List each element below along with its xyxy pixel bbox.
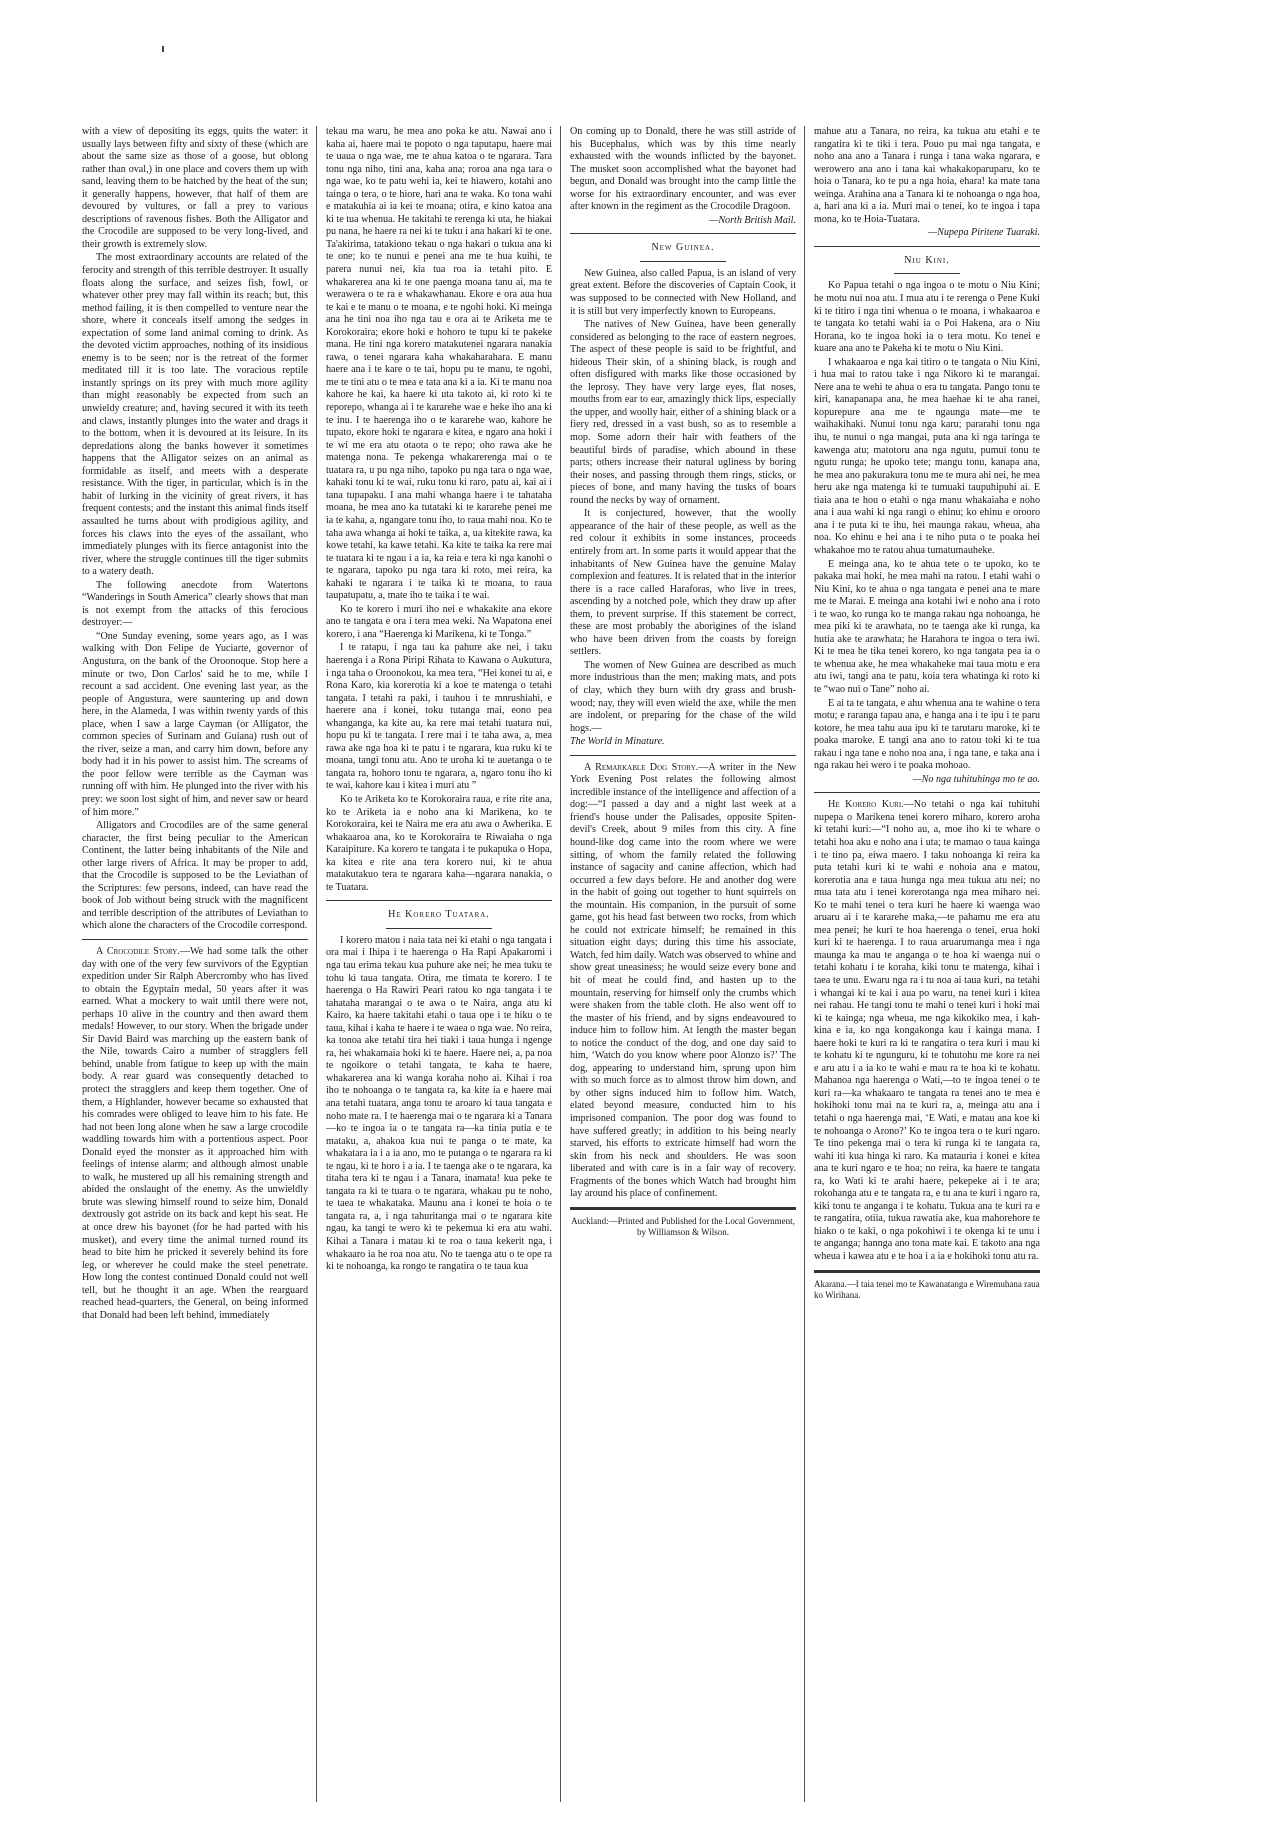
- column-maori-tuatara: [326, 126, 552, 1802]
- paragraph: It is conjectured, however, that the woolly appearance of the hair of these people, as well as the red colour it exhibits in some instances, proceeds entirely from art. In some parts it would appear that the inhabitants of New Guinea have the genuine Malay complexion and features. It is related that in the interior there is a race called Haraforas, who live in trees, ascending by a notched pole, which they draw up after them, to prevent surprise. If this statement be correct, these are most probably the aborigines of the island who have been driven from the coasts by foreign settlers.: [570, 508, 796, 658]
- section-rule: [814, 246, 1040, 247]
- imprint-maori: Akarana.—I taia tenei mo te Kawanatanga e Wiremuhana raua ko Wirihana.: [814, 1278, 1040, 1300]
- dog-story-text: —A writer in the New York Evening Post relates the following almost incredible instance of the intelligence and affection of a dog:—“I passed a day and a night last week at a friend's house under the Palisades, opposite Spiten-devil's Creek, about 9 miles from this city. A fine hound-like dog came into the room where we were sitting, of whom the family related the following instance of sagacity and canine affection, which had occurred a few days before. He and another dog were in the habit of going out together to hunt squirrels on the mountain. His companion, in the pursuit of some game, got his head fast between two rocks, from which he could not extricate himself; he remained in this situation eight days; during this time his associate, Watch, fed him daily. Watch was observed to whine and show great uneasiness; he would seize every bone and bit of meat he could find, and hasten up to the mountain, reserving for himself only the crumbs which were shaken from the table cloth. He also went off to the master of his friend, and by signs endeavoured to induce him to follow him. At length the master began to notice the conduct of the dog, and one day said to him, ‘Watch do you know where poor Alonzo is?’ The dog, appearing to understand him, sprung upon him with so much force as to almost throw him down, and by other signs induced him to follow him. Watch, elated beyond measure, conducted him to his imprisoned companion. The poor dog was found to have suffered greatly; in addition to his being nearly starved, his efforts to extricate himself had worn the skin from his neck and shoulders. He was soon liberated and with care is in a fair way of recovery. Fragments of the bones which Watch had brought him lay around his place of confinement.: [570, 761, 796, 1200]
- section-rule: [814, 792, 1040, 793]
- paragraph: tekau ma waru, he mea ano poka ke atu. Nawai ano i kaha ai, haere mai te popoto o nga taputapu, haere mai te uaua o nga wae, me te ahua katoa o te ngarara. Tara tonu nga niho, tini ana, kaha ana; roroa ana nga tara o nga wae, ko te patu wehi ia, kei te hiawero, kotahi ano tainga o tera, o te hiore, hari ana te waka. Ko tona wahi e matakuhia ai ia kei te moana; otira, e kino katoa ana ki te tua whenua. He takitahi te rerenga ki uta, he hiakai pu nana, he haere ra nei ki te tuku i ana hakari ki te one. Ta'akirima, tatakiono tekau o nga hakari o tukua ana ki te one; ko te nunui e penei ana me te hua kuihi, te parera nunui nei, kia tua roa ia tetahi pito. E whakarerea ana ki te one paenga moana tanu ai, ma te werawera o te ra e whakawhanau. Ekore e ora aua hua te kai e te manu o te moana, e te ngohi hoki. Ki meinga ana he tini noa iho nga tau e ora ai te Ariketa me te Korokoraira; ekore hoki e hohoro te tupu ki te pakeke mana. He tini nga korero matakutenei ngarara nanakia rawa, o tenei ngarara kaha whakaharahara. E manu haere ana i te kare o te tai, hopu pu te manu, te ngohi, me te tini atu o te mea e tata ana ki a ia. Ki te manu noa kahore he kai, ka haere ki uta takoto ai, ki roto ki te reporepo, whanga ai i te kararehe wae e heke iho ana ki te inu. I te haerenga iho o te kararehe wao, kahore he tupato, ekore hoki te ngarara e kitea, e ngaro ana hoki i te wi me era atu otaota o te repo; oho rawa ake he matenga nona. Te pekenga whakarerenga mai o te tuatara ra, u pu nga niho, tapoko pu nga tara o nga wae, kahaki tonu ki te wai, ruku tonu ki raro, patu ai, kai ai i tana tupapaku. I ana mahi whanga haere i te tahataha moana, he mea ano ka tutataki ki te kararehe penei me ia te kaha, a, ngangare tonu iho, to raua mahi noa. Ko te taha awa whanga ai hoki te taika, a, ua kitekite rawa, ka kowe tetahi, ka kawe tetahi. Ka kite te taika ka rere mai te tuatara ki te ngau i a ia, ka reia e tera ki nga kanohi o te ngarara, tapoko pu nga tara ki roto, mei reira, ka kahaki te ngarara i te taika ki te moana, to raua taupatupatu, a, mate iho te taika i te wai.: [326, 126, 552, 602]
- paragraph: New Guinea, also called Papua, is an island of very great extent. Before the discoveries of Captain Cook, it was supposed to be connected with New Holland, and it is still but very imperfectly known to Europeans.: [570, 267, 796, 317]
- crocodile-story: [82, 946, 308, 1322]
- paragraph: Ko Papua tetahi o nga ingoa o te motu o Niu Kini; he motu nui noa atu. I mua atu i te rerenga o Pene Kuki ki te titiro i nga tini whenua o te moana, i whakaaroa e te tangata ko tetahi wahi ia o Poi Hakena, ara o Niu Horana, ko te ingoa hoki ia o tera motu. Ko tenei e kuare ana ano te Pakeha ki te motu o Niu Kini.: [814, 280, 1040, 355]
- paragraph: with a view of depositing its eggs, quits the water: it usually lays between fifty and sixty of these (which are about the same size as those of a goose, but oblong rather than oval,) in one place and covers them up with sand, leaving them to be hatched by the heat of the sun; it generally happens, however, that half of them are devoured by vultures, or fall a prey to various descriptions of ravenous fishes. Both the Alligator and the Crocodile are supposed to be very long-lived, and their growth is extremely slow.: [82, 126, 308, 250]
- paragraph: Alligators and Crocodiles are of the same general character, the first being peculiar to the American Continent, the latter being inhabitants of the Nile and other large rivers of Africa. It may be proper to add, that the Crocodile is supposed to be the Leviathan of the Scriptures: few persons, indeed, can have read the book of Job without being struck with the magnificent and terrible description of the attributes of Leviathan to which alone the characters of the Crocodile correspond.: [82, 820, 308, 932]
- imprint-rule: [570, 1207, 796, 1210]
- section-rule: [326, 900, 552, 901]
- paragraph: The women of New Guinea are described as much more industrious than the men; making mats, and pots of clay, which they burn with dry grass and brush-wood; nay, they will even wield the axe, while the men are indolent, or preparing for the chase of the wild hogs.—: [570, 659, 796, 734]
- section-heading: New Guinea.: [651, 242, 715, 254]
- section-rule: [570, 755, 796, 756]
- column-rule: [316, 126, 317, 1802]
- column-maori-niu-kini: [814, 126, 1040, 1802]
- paragraph: mahue atu a Tanara, no reira, ka tukua atu etahi e te rangatira ki te tiki i tera. Pouo pu mai nga tangata, e noho ana ano a Tanara i runga i tana waka ngarara, e werowero ana ano i tana kai whakakoparuparu, ko te hoia o Tanara, ko te pu a nga hoia, ehara! ka mate tana weinga. Arahina ana a Tanara ki te nohoanga o nga hoa, a, hari ana ki a ia. Muri mai o tenei, ko te ingoa i tapa mona, ko te Hoia-Tuatara.: [814, 126, 1040, 225]
- crocodile-story-lead: A Crocodile Story.: [96, 946, 180, 957]
- paragraph: E meinga ana, ko te ahua tete o te upoko, ko te pakaka mai hoki, he mea mahi na ratou. I etahi wahi o Niu Kini, ko te ahua o nga tangata e penei ana te mare me te Marai. E meinga ana kotahi iwi e noho ana i roto i te wao, ko runga ko te manga rakau nga nohoanga, he mea piki ki te arawhata, no te taenga ake ki runga, ka hutia ake te arawhata; he Harahora te ingoa o tera iwi. Ki te mea he tika tenei korero, ko nga tangata pea ia o te whenua ake, he mea whakaheke mai taua motu e era atu iwi, tangi ana te patu, koia tera whatinga ki roto ki te “wao nui o Tane” noho ai.: [814, 558, 1040, 695]
- paragraph: I whakaaroa e nga kai titiro o te tangata o Niu Kini, i hua mai to ratou take i nga Nikoro ki te marangai. Nere ana te wehi te ahua o era tu tangata. Pango tonu te kiri, kanapanapa ana, he mea haehae ki te aha ranei, kopurepure ana me te ngaunga mate—me te waihakihaki. Nunui tonu nga karu; pararahi tonu nga ihu, te nunui o nga mangai, puta ana ki nga taringa te kawenga atu; matotoru ana nga ngutu, pumui tonu te ngutu runga; he upoko tete; mangu tonu, kanapa ana, he mea ano pakurakura tonu me te mura ahi nei, he mea heru ake nga matenga ki te tumuaki taupuhipuhi ai. E tiaia ana te hou o etahi o nga manu whakaiaha e noho ana i aua wahi ki nga rangi o ehinu; ko ehinu e orooro ana i te puta ki te ihu, hei maunga rakau, wheua, aha noa. Ko ehinu e hei ana i te niho puta o te poaka hei whakahoe mo te ratou ahua tumatumauheke.: [814, 356, 1040, 556]
- source-credit: The World in Minature.: [570, 736, 665, 748]
- paragraph: “One Sunday evening, some years ago, as I was walking with Don Felipe de Yuciarte, governor of Angustura, on the bank of the Oroonoque. Stop here a minute or two, Don Carlos' said he to me, while I recount a sad accident. One evening last year, as the people of Angustura, were sauntering up and down here, in the Alameda, I was within twenty yards of this place, when I saw a large Cayman (or Alligator, the common species of Surinam and Guiana) rush out of the river, seize a man, and carry him down, before any body had it in his power to assist him. The screams of the poor fellow were terrible as the Cayman was running off with him. He plunged into the river with his prey: we soon lost sight of him, and never saw or heard of him more.”: [82, 630, 308, 818]
- heading-underline: [894, 273, 960, 274]
- dog-story-lead: A Remarkable Dog Story.: [584, 761, 699, 773]
- dog-story: [570, 762, 796, 1201]
- kuri-story-lead: He Korero Kuri.: [828, 799, 904, 811]
- kuri-story: [814, 799, 1040, 1263]
- page-mark: [162, 46, 164, 52]
- paragraph: E ai ta te tangata, e ahu whenua ana te wahine o tera motu; e raranga tapau ana, e hanga ana i te ipu i te paru kotore, he mea tahu aua ipu ki te tarutaru maroke, ki te poaka maroke. E tangi ana ano to ratou toki ki te tua rakau i nga tane e noho noa ana, i nga tane, e taka ana i nga rakau hei wero i te poaka mohoao.: [814, 697, 1040, 772]
- column-rule: [804, 126, 805, 1802]
- source-credit: —No nga tuhituhinga mo te ao.: [912, 773, 1040, 785]
- paragraph: On coming up to Donald, there he was still astride of his Bucephalus, which was by this time nearly exhausted with the wounds inflicted by the bayonet. The musket soon accomplished what the bayonet had begun, and Donald was brought into the camp little the worse for his extraordinary encounter, and was ever after known in the regiment as the Crocodile Dragoon.: [570, 126, 796, 213]
- section-heading: Niu Kini.: [904, 254, 950, 266]
- heading-underline: [640, 261, 726, 262]
- paragraph: I korero matou i naia tata nei ki etahi o nga tangata i ora mai i Ihipa i te haerenga o Ha Rapi Apakaromi i nga tau erima tekau kua puhure ake nei; he mea tuku te tohu ki taua tangata. Otira, me timata te korero. I te haerenga o Ha Rawiri Peari ratou ko nga tangata i te tahataha marangai o te awa o te Naira, anga atu ki Kairo, ka haere takitahi etahi o taua ope i te hiku o te taua, kihai i kaha te haere i te waea o nga wae. No reira, ka tonoa ake tetahi tira hei tiaki i taua hunga i ngenge ra, hei whakamaia hoki ki te haere. Haere nei, a, pa noa te ngoikore o tetahi tangata, te kaha te haere, whakarerea ana ki wanga koraha noho ai. Kihai i roa iho te nohoanga o te tangata ra, ka kite ia e haere mai ana tetahi tuatara, anga tonu te aroaro ki taua tangata e noho mate ra. I te haerenga mai o te ngarara ki a Tanara—ko te ingoa ia o te tangata ra—ka tinia putia e te mataku, a, ahakoa kua nui te panga o te mate, ka whakatara ia i a ia ano, mo te putanga o te ngarara ra ki te ngau, ki te horo i a ia. I te taenga ake o te ngarara, ka titaha tera ki te ngau i a Tanara, inamata! kua peke te tangata ra ki te tuara o te ngarara, whakau pu te noho, te taea te whakataka. Maunu ana i konei te hoia o te tangata ra, a, i nga tahuritanga mai o te ngarara kite ngau, ka tangi te wero ki te pekemua ki era atu wahi. Kihai a Tanara i matau ki te roa o taua kekerit nga, i whakaaro ia he roa noa atu. No te taenga atu o te ope ra ki te nohoanga, ka rongo te rangatira o te taua kua: [326, 934, 552, 1273]
- paragraph: I te ratapu, i nga tau ka pahure ake nei, i taku haerenga i a Rona Piripi Rihata to Kawana o Aukutura, i nga taha o Oroonokou, ka mea tera, “Hei konei tu ai, e Rona Karo, kia korerotia ki a koe te matenga o tetahi tangata. I tetahi ra paki, i tauhou i te mnrushiahi, e haerere ana i konei, toku tutanga mai, eono pea whanganga, ka kite au, ka rere mai tetahi tuatara nui, hopu pu ki te tangata. I rere mai i te taha awa, a, mea rawa ake nga hoa ki te patu i te ngarara, kua ruku ki te moana, tangi tonu atu. Ano te uroha ki te auetanga o te tangata ra, hohoro tonu te ngarara, a, ngaro tonu iho ki te wai, kahore kau i kitea i muri atu ”: [326, 642, 552, 792]
- paragraph: The most extraordinary accounts are related of the ferocity and strength of this terrible destroyer. It usually floats along the surface, and seizes fish, fowl, or whatever other prey may fall within its reach; but, this method failing, it is then compelled to venture near the shore, where it conceals itself among the sedges in expectation of some land animal coming to drink. As the devoted victim approaches, nothing of its insidious enemy is to be seen; nor is the retreat of the former meditated till it is too late. The voracious reptile instantly springs on its prey with much more agility than might reasonably be expected from such an unwieldy creature; and, having secured it with its teeth and claws, instantly plunges into the water and drags it to the bottom, when it is devoured at its leisure. In its depredations along the banks however it sometimes happens that the Alligator seizes on an animal as formidable as itself, and meets with a desperate resistance. With the tiger, in particular, which is in the habit of lurking in the vicinity of great rivers, it has frequent contests; and the instant this animal finds itself assaulted he turns about with prodigious agility, and forces his claws into the eyes of the assailant, who immediately plunges with its fierce antagonist into the river, where the struggle continues till the tiger submits to a watery death.: [82, 252, 308, 578]
- column-english-new-guinea: [570, 126, 796, 1802]
- section-rule: [82, 939, 308, 940]
- column-english-crocodile: [82, 126, 308, 1802]
- paragraph: Ko te Ariketa ko te Korokoraira raua, e rite rite ana, ko te Ariketa ia e noho ana ki Marikena, ko te Korokoraira, kei te Naira me era atu awa o Awherika. E whakaaroa ana, ko te Korokoraira te Riwaiaha o nga Karaipiture. Ka korero te tangata i te pukapuka o Hopa, ka kitea e rite ana tera korero nui, ki te ahua matakutakuo tera te ngarara kaha—ngarara nanakia, o te Tuatara.: [326, 793, 552, 893]
- crocodile-story-text: —We had some talk the other day with one of the very few survivors of the Egyptian expedition under Sir Ralph Abercromby who has lived to obtain the Egyptain medal, 50 years after it was earned. What a mockery to wait until there were not, perhaps 10 alive in the country and then award them medals! However, to our story. When the brigade under Sir David Baird was marching up the eastern bank of the Nile, towards Cairo a number of stragglers fell behind, unable from fatigue to keep up with the main body. A rear guard was consequently detached to protect the stragglers and keep them together. One of them, a Highlander, however became so exhausted that his comrades were obliged to leave him to his fate. He had not been long alone when he saw a large crocodile waddling towards him with a portentious aspect. Poor Donald eyed the monster as it approached him with feelings of intense alarm; and although almost unable to walk, he mustered up all his remaining strength and abided the onslaught of the enemy. As the unwieldly brute was slewing himself round to seize him, Donald dextrously got astride on its back and kept his seat. He at once drew his bayonet (for he had parted with his musket), and every time the animal turned round its head to bite him he pricked it severely behind its fore leg, or wherever he could make the steel penetrate. How long the contest continued Donald could not well tell, but he thought it an age. When the rearguard reached head-quarters, the General, on being informed that Donald had been left behind, immediately: [82, 946, 308, 1321]
- source-credit: —Nupepa Piritene Tuaraki.: [928, 227, 1040, 239]
- kuri-story-text: —No tetahi o nga kai tuhituhi nupepa o Marikena tenei korero miharo, korero aroha ki tetahi kuri:—“I noho au, a, moe iho ki te whare o tetahi hoa aku e noho ana i uta; te mamao o taua kainga i te tino pa, eiwa maero. I taku nohoanga ki reira ka puta tetahi kuri ki te wahi e nohoia ana e matou, korerotia ana e taua hunga nga mea tukua atu nei; no mua tata atu i tenei korerotanga nga mea miharo nei. Ko te mahi tenei o tera kuri he haere ki waenga wao aruaru ai i te kararehe maka,—te pahamu me era atu mea penei; he kuri te hoa haerenga o tenei, erua hoki kuri ki te haerenga. I to raua aruarumanga mea i nga maunga ka mau te anganga o te hoa ki waenga nui o tetahi kohatu i te koraha, kiki tonu te matenga, kihai i taea te unu. Ewaru nga ra i tu noa ai taua kuri, na tetahi i whangai ki te kai i aua po waru, na tenei kuri i kitea nei rahau. He tangi tonu te mahi o tenei kuri i hoki mai ki te kainga; nga wheua, me nga kikokiko mea, i kah-kina e ia, ko nga kongakonga kau i kainga mana. I haere hoki te kuri ra ki te rangatira o tera kuri i mau ki te kohatu ki te ngunguru, ki te tohutohu me kore ra nei e aru atu i a ia ko te wahi e mau ra te hoa ki te kohatu. Mahanoa nga haerenga o Wati,—to te ingoa tenei o te kuri ra—ka whakaaro te tangata ra tenei ano te mea e hokihoki tonu mai na te kuri ra, a, meinga atu ana i tetahi o nga haerenga mai, ‘E Wati, e matau ana koe ki te nohoanga o Arono?’ Ko te ingoa tera o te kuri ngaro. Te tino pekenga mai o tera ki runga ki te tangata ra, wahi iti kua hinga ki raro. Ka matauria i konei e kitea ana te kuri ngaro e te hoa; no reira, ka haere te tangata ra, ko Wati ki te arahi haere, pekepeke ai i te ara; rokohanga atu e te tangata ra, e tu ana te kuri i ngaro ra, kiki tonu te anganga i te kohatu. Tukua ana te kuri ra e te rangatira, otiia, tukua rawatia ake, kua mahorehore te hiako o te kaki, o nga pokohiwi i te okenga ki te unu i te anganga; hannga ano tona mate kai. E takoto ana nga wheua i kawea atu e te hoa i a ia e hokihoki tonu atu ra.: [814, 799, 1040, 1263]
- section-heading: He Korero Tuatara.: [388, 909, 490, 921]
- newspaper-page: [44, 34, 1236, 1804]
- imprint-rule: [814, 1270, 1040, 1273]
- heading-underline: [386, 928, 492, 929]
- imprint-english: Auckland:—Printed and Published for the Local Government, by Williamson & Wilson.: [571, 1215, 795, 1237]
- source-credit: —North British Mail.: [709, 214, 796, 226]
- paragraph: The natives of New Guinea, have been generally considered as belonging to the race of eastern negroes. The aspect of these people is said to be frightful, and hideous Their skin, of a shining black, is rough and often disfigured with marks like those occasioned by the leprosy. They have very large eyes, flat noses, mouths from ear to ear, amazingly thick lips, especially the upper, and woolly hair, either of a shining black or a fiery red, dressed in a vast bush, so as to resemble a mop. Some adorn their hair with feathers of the beautiful birds of paradise, which abound in these parts; others increase their natural ugliness by boring their noses, and passing through them rings, sticks, or pieces of bone, and many having the tusks of boars round the necks by way of ornament.: [570, 319, 796, 506]
- paragraph: Ko te korero i muri iho nei e whakakite ana ekore ano te tangata e ora i tera mea weki. Na Wapatona enei korero, i ana “Haerenga ki Marikena, ki te Tonga.”: [326, 603, 552, 640]
- column-rule: [560, 126, 561, 1802]
- paragraph: The following anecdote from Watertons “Wanderings in South America” clearly shows that man is not exempt from the attacks of this ferocious destroyer:—: [82, 579, 308, 629]
- section-rule: [570, 233, 796, 234]
